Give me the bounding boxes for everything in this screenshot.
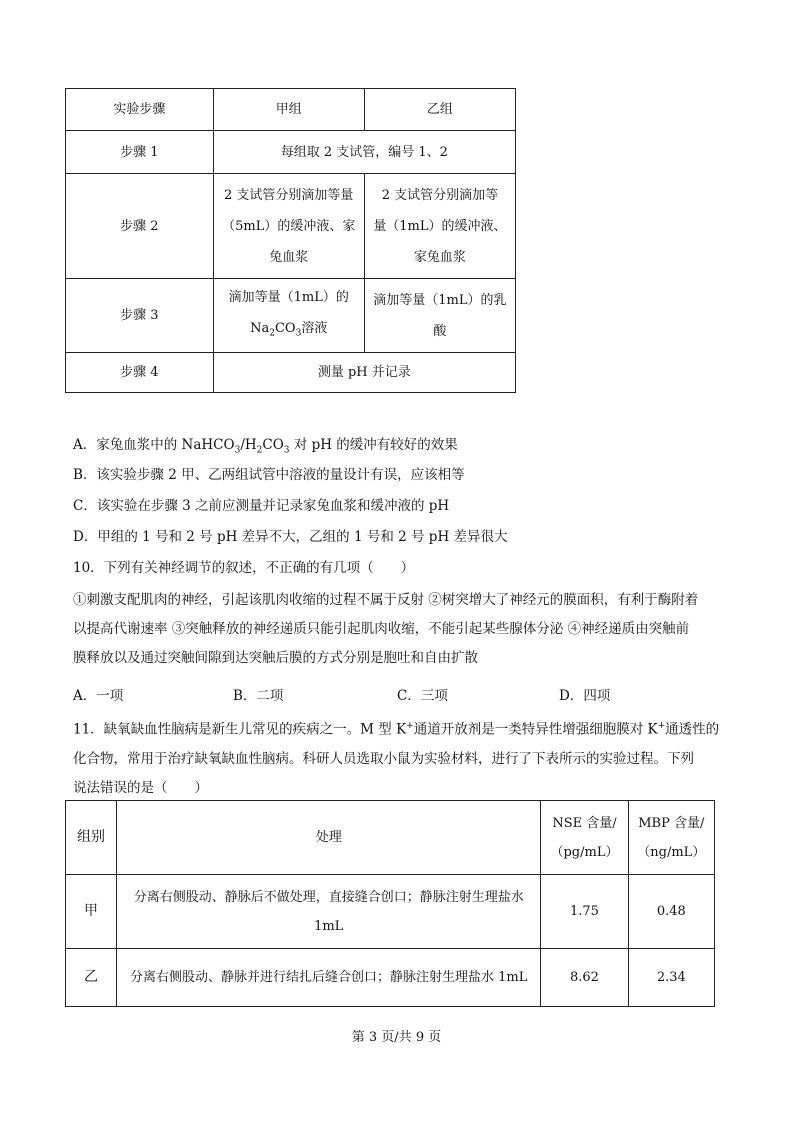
group-b-cell — [364, 279, 515, 353]
table-row — [66, 174, 516, 279]
header-cell-nse — [541, 801, 628, 875]
choice-c: C．三项 — [397, 688, 448, 704]
table-row — [66, 949, 715, 1007]
step-label: 步骤 2 — [66, 174, 214, 279]
cell-line: 兔血浆 — [269, 249, 309, 265]
cell-line: 家兔血浆 — [413, 249, 466, 265]
formula-sub: 3 — [283, 445, 290, 456]
table-row — [66, 89, 516, 131]
step-label: 步骤 4 — [66, 353, 214, 393]
superscript: + — [406, 721, 414, 731]
cell-line: （5mL）的缓冲液、家 — [222, 218, 356, 234]
option-c: C．该实验在步骤 3 之前应测量并记录家兔血浆和缓冲液的 pH — [73, 498, 450, 514]
cell-line: 酸 — [433, 323, 447, 339]
body-line: 以提高代谢速率 ③突触释放的神经递质只能引起肌肉收缩，不能引起某些腺体分泌 ④神经递质由突触前 — [73, 621, 690, 637]
choice-d: D．四项 — [559, 688, 611, 704]
group-a-cell — [213, 279, 364, 353]
mbp-cell: 2.34 — [628, 949, 714, 1007]
nse-cell: 8.62 — [541, 949, 628, 1007]
option-b: B．该实验步骤 2 甲、乙两组试管中溶液的量设计有误，应该相等 — [73, 467, 465, 483]
option-d: D．甲组的 1 号和 2 号 pH 差异不大，乙组的 1 号和 2 号 pH 差异很大 — [73, 529, 508, 545]
formula-part: CO — [274, 320, 296, 336]
group-cell: 甲 — [66, 875, 117, 949]
merged-cell: 测量 pH 并记录 — [213, 353, 515, 393]
text-part: CO — [262, 437, 284, 453]
header-line: （ng/mL） — [637, 844, 706, 860]
question-11-stem — [73, 712, 733, 803]
treatment-results-table — [65, 800, 715, 1007]
step-label: 步骤 3 — [66, 279, 214, 353]
merged-cell: 每组取 2 支试管，编号 1、2 — [213, 131, 515, 174]
table-row — [66, 131, 516, 174]
header-cell-treatment: 处理 — [117, 801, 541, 875]
group-a-cell — [213, 174, 364, 279]
cell-line-formula — [217, 313, 361, 350]
cell-line: 2 支试管分别滴加等 — [381, 187, 499, 203]
question-10-choices — [73, 684, 733, 704]
header-cell-step: 实验步骤 — [66, 89, 214, 131]
header-line: NSE 含量/ — [552, 815, 617, 831]
text-part: A．家兔血浆中的 NaHCO — [73, 437, 235, 453]
formula-sub: 2 — [269, 328, 275, 339]
formula-part: Na — [250, 320, 270, 336]
text-part: 通道开放剂是一类特异性增强细胞膜对 K — [413, 721, 658, 738]
header-cell-mbp — [628, 801, 714, 875]
header-cell-group-a: 甲组 — [213, 89, 364, 131]
table-row — [66, 801, 715, 875]
formula-sub: 3 — [234, 445, 241, 456]
header-line: MBP 含量/ — [638, 815, 705, 831]
stem-line: 说法错误的是（ ） — [73, 779, 208, 796]
treatment-cell: 分离右侧股动、静脉并进行结扎后缝合创口；静脉注射生理盐水 1mL — [117, 949, 541, 1007]
mbp-cell: 0.48 — [628, 875, 714, 949]
header-cell-group: 组别 — [66, 801, 117, 875]
group-b-cell — [364, 174, 515, 279]
step-label: 步骤 1 — [66, 131, 214, 174]
formula-sub: 3 — [295, 328, 302, 339]
question-10-stem: 10．下列有关神经调节的叙述，不正确的有几项（ ） — [73, 560, 415, 576]
superscript: + — [657, 721, 666, 731]
page-footer: 第 3 页/共 9 页 — [351, 1030, 442, 1045]
text-part: 通透性的 — [665, 721, 720, 738]
header-cell-group-b: 乙组 — [364, 89, 515, 131]
question-10-body — [73, 586, 733, 673]
choice-b: B．二项 — [233, 688, 284, 704]
cell-line: 滴加等量（1mL）的乳 — [373, 292, 507, 308]
group-cell: 乙 — [66, 949, 117, 1007]
cell-line: 量（1mL）的缓冲液、 — [373, 218, 507, 234]
nse-cell: 1.75 — [541, 875, 628, 949]
text-part: 对 pH 的缓冲有较好的效果 — [289, 437, 458, 453]
treatment-line: 1mL — [314, 918, 344, 934]
table-row — [66, 875, 715, 949]
stem-line: 化合物，常用于治疗缺氧缺血性脑病。科研人员选取小鼠为实验材料，进行了下表所示的实验过程。下列 — [73, 750, 694, 767]
formula-part: 溶液 — [301, 320, 328, 336]
formula-sub: 2 — [256, 445, 263, 456]
experiment-steps-table — [65, 88, 516, 393]
cell-line: 滴加等量（1mL）的 — [228, 289, 349, 305]
treatment-cell — [117, 875, 541, 949]
body-line: ①刺激支配肌肉的神经，引起该肌肉收缩的过程不属于反射 ②树突增大了神经元的膜面积，有利于酶附着 — [73, 592, 699, 608]
choice-a: A．一项 — [73, 688, 124, 704]
header-line: （pg/mL） — [550, 844, 619, 860]
option-a — [73, 433, 458, 456]
text-part: 11．缺氧缺血性脑病是新生儿常见的疾病之一。M 型 K — [73, 721, 407, 738]
cell-line: 2 支试管分别滴加等量 — [224, 187, 354, 203]
table-row — [66, 279, 516, 353]
body-line: 膜释放以及通过突触间隙到达突触后膜的方式分别是胞吐和自由扩散 — [73, 650, 478, 666]
treatment-line: 分离右侧股动、静脉后不做处理，直接缝合创口；静脉注射生理盐水 — [133, 889, 524, 905]
stem-line — [73, 712, 733, 745]
text-part: /H — [240, 437, 257, 453]
table-row — [66, 353, 516, 393]
